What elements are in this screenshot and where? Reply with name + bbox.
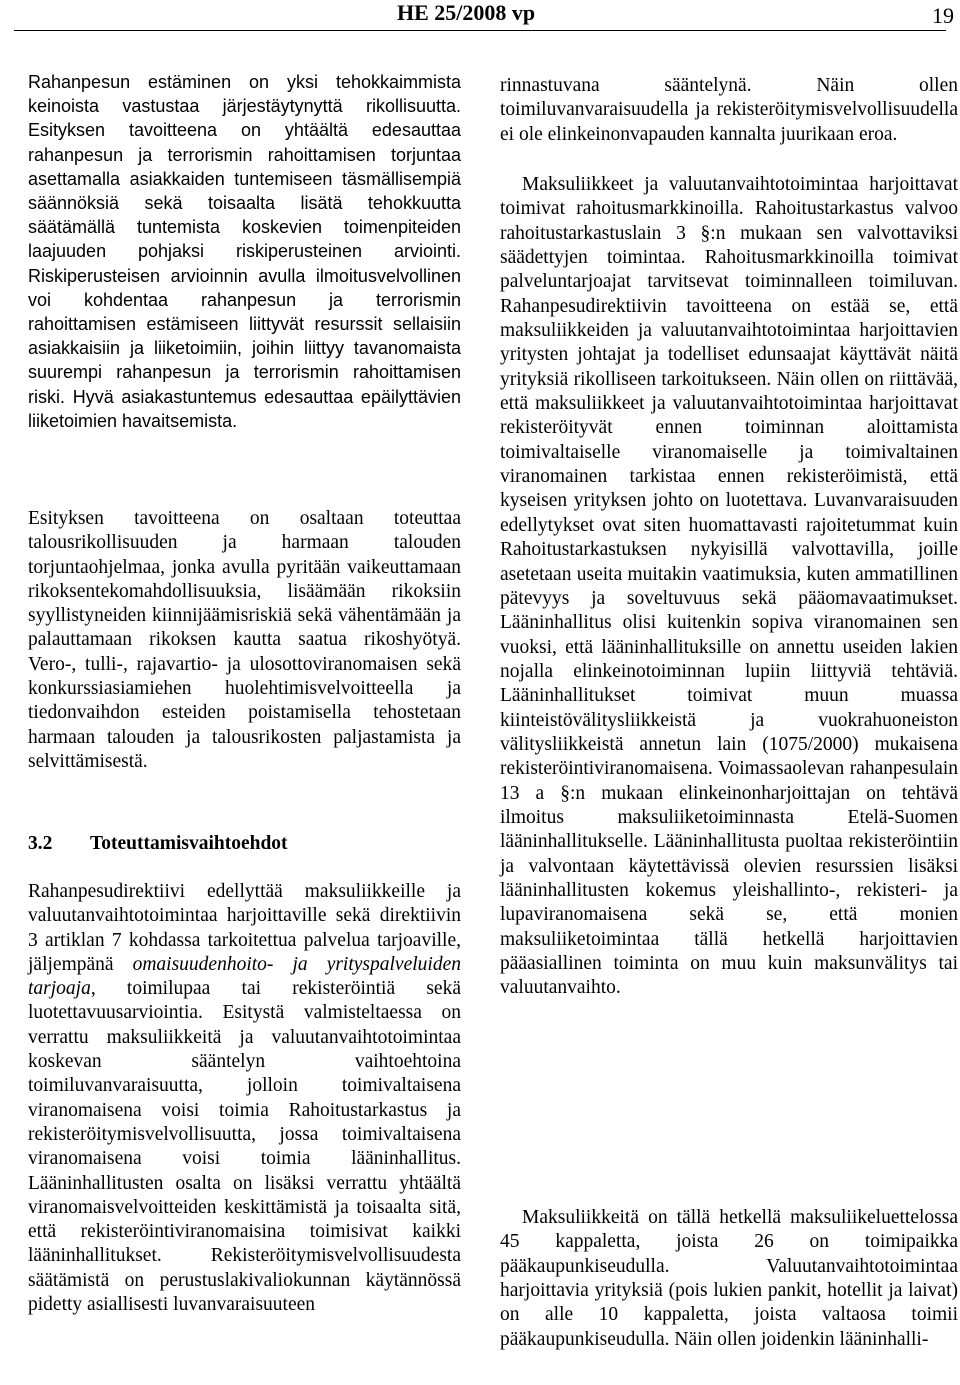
paragraph-text-part-1: Rahanpesudirektiivi edellyttää maksuliikkeille ja valuutanvaihtotoimintaa harjoittaville sekä direktiivin 3 artiklan 7 kohdassa tarkoitettua palvelua tarjoaville, jäljempänä [28, 881, 461, 975]
section-title: Toteuttamisvaihtoehdot [90, 833, 288, 854]
section-number: 3.2 [28, 833, 53, 854]
header-rule [14, 30, 946, 31]
paragraph-implementation-alternatives [28, 880, 461, 1317]
paragraph-money-laundering-prevention: Rahanpesun estäminen on yksi tehokkaimmista keinoista vastustaa järjestäytynyttä rikollisuutta. Esityksen tavoitteena on yhtäältä edesauttaa rahanpesun ja terrorismin rahoittamisen torjuntaa asettamalla asiakkaiden tuntemiseen täsmällisempiä säännöksiä sekä toisaalta lisätä tehokkuutta säätämällä tuntemista koskevien toimenpiteiden laajuuden pohjaksi riskiperusteinen arviointi. Riskiperusteisen arvioinnin avulla ilmoitusvelvollinen voi kohdentaa rahanpesun ja terrorismin rahoittamisen estämiseen liittyvät resurssit sellaisiin asiakkaisiin ja liiketoimiin, joihin liittyy tavanomaista suurempi rahanpesun ja terrorismin rahoittamisen riski. Hyvä asiakastuntemus edesauttaa epäilyttävien liiketoimien havaitsemista. [28, 72, 461, 431]
section-heading [28, 832, 288, 856]
paragraph-payment-services-supervision: Maksuliikkeet ja valuutanvaihtotoimintaa harjoittavat toimivat rahoitusmarkkinoilla. Rahoitustarkastus valvoo rahoitustarkastuslain 3 §:n mukaan sen valvottaviksi säädettyjen toimintaa. Rahoitusmarkkinoilla toimivat palveluntarjoajat tarvitsevat toiminnalleen toimiluvan. Rahanpesudirektiivin tavoitteena on estää se, että maksuliikkeiden ja valuutanvaihtotoimintaa harjoittavien yritysten johtajat ja todelliset edunsaajat käyttävät näitä yrityksiä rikolliseen tarkoitukseen. Näin ollen on riittävää, että maksuliikkeet ja valuutanvaihtotoimintaa harjoittavat rekisteröityvät ennen toiminnan aloittamista toimivaltaiselle viranomaiselle ja toimivaltainen viranomainen tarkistaa ennen rekisteröimistä, että kyseisen yrityksen johto on luotettava. Luvanvaraisuuden edellytykset ovat siten huomattavasti rajoitetummat kuin Rahoitustarkastuksen nykyisillä valvottavilla, joille asetetaan useita muitakin vaatimuksia, kuten ammatillinen pätevyys ja soveltuvuus sekä pääomavaatimukset. Lääninhallitus olisi kuitenkin sopiva viranomainen sen vuoksi, että lääninhallituksille on annettu useiden lakien nojalla elinkeinotoiminnan lupiin liittyviä tehtäviä. Lääninhallitukset toimivat muun muassa kiinteistövälitysliikkeistä ja vuokrahuoneiston välitysliikkeistä annetun lain (1075/2000) mukaisena rekisteröintiviranomaisena. Voimassaolevan rahanpesulain 13 a §:n mukaan elinkeinonharjoittajan on tehtävä ilmoitus maksuliiketoiminnasta Etelä-Suomen lääninhallitukselle. Lääninhallitusta puoltaa rekisteröintiin ja valvontaan käytettävissä olevien resurssien lisäksi lääninhallitusten kokemus yleishallinto-, rekisteri- ja lupaviranomaisena sekä se, että monien maksuliiketoimintaa tällä hetkellä harjoittavien pääasiallinen toiminta on muu kuin maksunvälitys tai valuutanvaihto. [500, 174, 958, 999]
paragraph-economic-crime-objective: Esityksen tavoitteena on osaltaan toteuttaa talousrikollisuuden ja harmaan talouden torjuntaohjelmaa, jonka avulla pyritään vaikeuttamaan rikoksentekomahdollisuuksia, lisäämään rikoksiin syyllistyneiden kiinnijäämisriskiä sekä vähentämään ja palauttamaan rikoksen kautta saatua rikoshyötyä. Vero-, tulli-, rajavartio- ja ulosottoviranomaisen sekä konkurssiasiamiehen huolehtimisvelvoitteella ja tiedonvaihdon esteiden poistamisella tehostetaan harmaan talouden ja talousrikosten paljastamista ja selvittämisestä. [28, 508, 461, 772]
defined-term: omaisuudenhoito- ja yrityspalveluiden tarjoaja [28, 953, 461, 1000]
paragraph-number-of-payment-services: Maksuliikkeitä on tällä hetkellä maksuliikeluettelossa 45 kappaletta, joista 26 on toimipaikka pääkaupunkiseudulla. Valuutanvaihtotoimintaa harjoittavia yrityksiä (pois lukien pankit, hotellit ja laivat) on alle 10 kappaletta, joista valtaosa toimii pääkaupunkiseudulla. Näin ollen joidenkin lääninhalli- [500, 1207, 958, 1350]
paragraph-text-part-2: , toimilupaa tai rekisteröintiä sekä luotettavuusarviointia. Esitystä valmisteltaessa on verrattu maksuliikkeitä ja valuutanvaihtotoimintaa koskevan sääntelyn vaihtoehtoina toimiluvanvaraisuutta, jolloin toimivaltaisena viranomaisena voisi toimia Rahoitustarkastus ja rekisteröitymisvelvollisuutta, jossa toimivaltaisena viranomaisena voisi toimia lääninhallitus. Lääninhallitusten osalta on lisäksi verrattu yhtäältä viranomaisvelvoitteiden keskittämistä ja toisaalta sitä, että rekisteröintiviranomaisina toimisivat kaikki lääninhallitukset. Rekisteröitymisvelvollisuudesta säätämistä on perustuslakivaliokunnan käytännössä pidetty asiallisesti luvanvaraisuuteen [28, 978, 461, 1316]
running-header [0, 0, 960, 40]
paragraph-regulation-comparison: rinnastuvana sääntelynä. Näin ollen toimiluvanvaraisuudella ja rekisteröitymisvelvollisuudella ei ole elinkeinonvapauden kannalta juurikaan eroa. [500, 75, 958, 145]
document-id: HE 25/2008 vp [397, 0, 536, 25]
page-number: 19 [932, 3, 954, 28]
